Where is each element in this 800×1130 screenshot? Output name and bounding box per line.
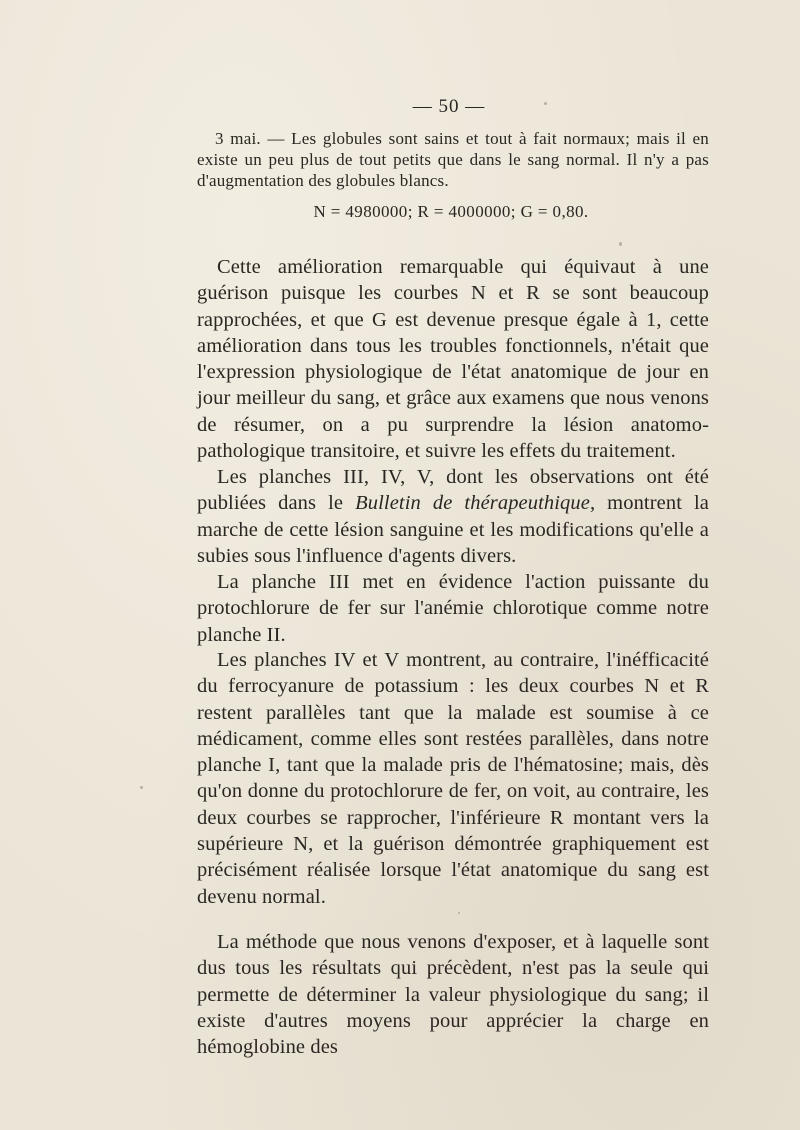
paragraph-amelioration: Cette amélioration remarquable qui équivaut à une guérison puisque les courbes N et R se sont beaucoup rapprochées, et que G est devenue presque égale à 1, cette amélioration dans tous les troubles fonctionnels, n'était que l'expression physiologique de l'état anatomique de jour en jour meilleur du sang, et grâce aux examens que nous venons de résumer, on a pu surprendre la lésion anatomo-pathologique transitoire, et suivre les effets du traitement. [197, 256, 709, 463]
formula-line: N = 4980000; R = 4000000; G = 0,80. [313, 202, 589, 221]
paragraph-methode: La méthode que nous venons d'exposer, et à laquelle sont dus tous les résultats qui précèdent, n'est pas la seule qui permette de déterminer la valeur physiologique du sang; il existe d'autres moyens pour apprécier la charge en hémoglobine des [197, 931, 709, 1059]
paragraph-planche-iii: La planche III met en évidence l'action puissante du protochlorure de fer sur l'anémie chlorotique comme notre planche II. [197, 571, 709, 646]
paragraph-planches-text-before: Les planches III, IV, V, dont les observations ont été publiées dans le [197, 466, 709, 515]
paper-speck [544, 102, 547, 105]
journal-title: Bulletin de thérapeuthique [355, 492, 590, 515]
page-number: — 50 — [412, 96, 486, 117]
paper-speck [140, 786, 143, 789]
paper-speck [619, 242, 622, 246]
paragraph-planches-iv-v: Les planches IV et V montrent, au contraire, l'inéfficacité du ferrocyanure de potassium : les deux courbes N et R restent parallèles tant que la malade est soumise à ce médicament, comme elles sont restées parallèles, dans notre planche I, tant que la malade pris de l'hématosine; mais, dès qu'on donne du protochlorure de fer, on voit, au contraire, les deux courbes se rapprocher, l'inférieure R montant vers la supérieure N, et la guérison démontrée graphiquement est précisément réalisée lorsque l'état anatomique du sang est devenu normal. [197, 649, 709, 908]
paper-speck [458, 912, 460, 914]
paragraph-planches-iii-iv-v [197, 464, 709, 569]
paragraph-planches-text-after: , montrent la marche de cette lésion sanguine et les modifications qu'elle a subies sous l'influence d'agents divers. [197, 492, 709, 567]
paragraph-3-mai: 3 mai. — Les globules sont sains et tout à fait normaux; mais il en existe un peu plus de tout petits que dans le sang normal. Il n'y a pas d'augmentation des globules blancs. [197, 129, 709, 190]
